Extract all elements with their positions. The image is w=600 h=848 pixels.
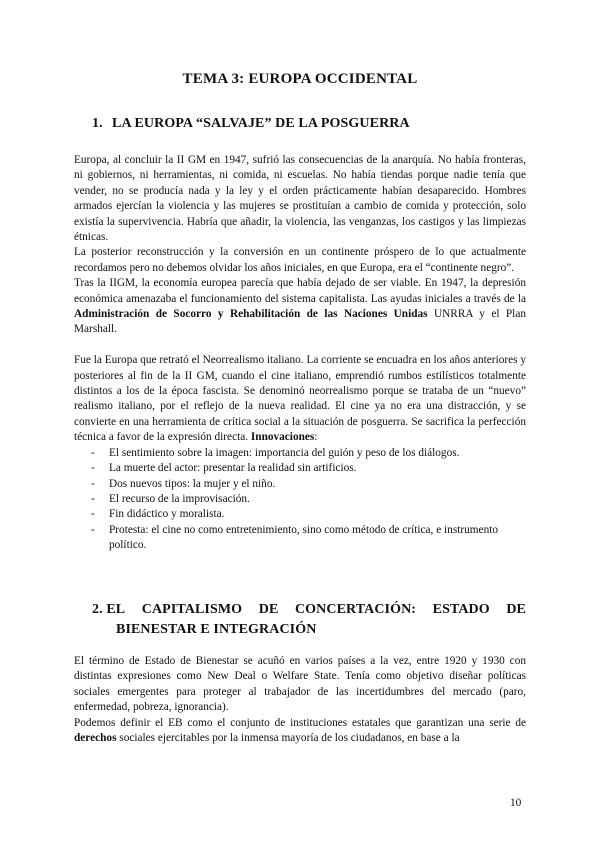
- list-item: [74, 446, 526, 461]
- heading-word: DE: [258, 602, 279, 617]
- heading-word: DE: [506, 602, 526, 617]
- list-item-text: La muerte del actor: presentar la realidad sin artificios.: [109, 462, 357, 475]
- paragraph: [74, 716, 526, 747]
- list-item-text: Fin didáctico y moralista.: [109, 508, 225, 521]
- list-item-text: Protesta: el cine no como entretenimiento, sino como método de crítica, e instrumento político.: [109, 523, 499, 552]
- page-title: TEMA 3: EUROPA OCCIDENTAL: [182, 71, 418, 87]
- heading-word: ESTADO: [432, 602, 490, 617]
- section-2-heading-line-1: [92, 600, 526, 620]
- bold-term: derechos: [74, 732, 117, 745]
- paragraph-text: :: [314, 431, 318, 444]
- list-item-text: El sentimiento sobre la imagen: importancia del guión y peso de los diálogos.: [109, 446, 460, 459]
- section-2-heading-line-2: BIENESTAR E INTEGRACIÓN: [116, 622, 317, 637]
- heading-word: CONCERTACIÓN:: [294, 602, 417, 617]
- paragraph-text: Fue la Europa que retrató el Neorrealismo italiano. La corriente se encuadra en los años anteriores y posteriores al fin de la II GM, cuando el cine italiano, emprendió rumbos estilísticos totalmente distintos a los de la época fascista. Se denominó neorrealismo porque se trataba de un “nuevo” realismo italiano, por el reflejo de la nueva realidad. El cine ya no era una distracción, y se convierte en una herramienta de crítica social a la situación de posguerra. Se sacrifica la perfección técnica a favor de la expresión directa.: [74, 354, 527, 444]
- paragraph-text: Tras la IIGM, la economía europea parecía que había dejado de ser viable. En 1947, la depresión económica amenazaba el funcionamiento del sistema capitalista. Las ayudas iniciales a través de la: [74, 277, 526, 305]
- list-item-text: El recurso de la improvisación.: [109, 492, 250, 505]
- bullet-marker: -: [91, 508, 95, 521]
- paragraph: [74, 353, 526, 445]
- paragraph: Europa, al concluir la II GM en 1947, sufrió las consecuencias de la anarquía. No había fronteras, ni gobiernos, ni herramientas, ni comida, ni escuelas. No había tiendas porque nadie tenía que vender, no se producía nada y la ley y el orden prácticamente habían desaparecido. Hombres armados ejercían la violencia y las mujeres se prostituían a cambio de comida y protección, solo existía la supervivencia. Habría que añadir, la violencia, las venganzas, los castigos y las limpiezas étnicas.: [74, 154, 526, 244]
- paragraph-text: UNRRA y el Plan Marshall.: [74, 308, 526, 336]
- bold-term: Innovaciones: [250, 431, 315, 444]
- paragraph-text: Podemos definir el EB como el conjunto de instituciones estatales que garantizan una serie de: [74, 716, 526, 729]
- section-2-body: [74, 654, 526, 746]
- section-1-heading: [92, 116, 410, 132]
- bullet-marker: -: [91, 477, 95, 490]
- paragraph: [74, 276, 526, 338]
- section-1-number: 1.: [92, 116, 103, 131]
- list-item-text: Dos nuevos tipos: la mujer y el niño.: [109, 477, 276, 490]
- section-2-number: 2.: [92, 602, 103, 617]
- paragraph: El término de Estado de Bienestar se acuñó en varios países a la vez, entre 1920 y 1930 con distintas expresiones como New Deal o Welfare State. Tenía como objetivo diseñar políticas sociales emergentes para proteger al trabajador de las incertidumbres del mercado (paro, enfermedad, pobreza, ignorancia).: [74, 655, 526, 714]
- section-1-body: [74, 153, 526, 554]
- paragraph: La posterior reconstrucción y la conversión en un continente próspero de lo que actualmente recordamos pero no debemos olvidar los años iniciales, en que Europa, era el “continente negro”.: [74, 246, 526, 274]
- list-item: [74, 523, 526, 554]
- bold-term: Administración de Socorro y Rehabilitación de las Naciones Unidas: [74, 308, 428, 321]
- innovations-list: [74, 446, 526, 554]
- heading-word: [92, 600, 125, 620]
- section-1-title: LA EUROPA “SALVAJE” DE LA POSGUERRA: [112, 116, 410, 131]
- bullet-marker: -: [91, 446, 95, 459]
- paragraph-text: sociales ejercitables por la inmensa mayoría de los ciudadanos, en base a la: [116, 732, 460, 745]
- heading-word: CAPITALISMO: [141, 602, 243, 617]
- list-item: [74, 461, 526, 476]
- page-number: 10: [510, 797, 522, 809]
- heading-word-text: EL: [106, 602, 126, 617]
- bullet-marker: -: [91, 523, 95, 536]
- list-item: [74, 492, 526, 507]
- bullet-marker: -: [91, 492, 95, 505]
- bullet-marker: -: [91, 462, 95, 475]
- section-2-heading: [92, 600, 526, 640]
- list-item: [74, 507, 526, 522]
- list-item: [74, 477, 526, 492]
